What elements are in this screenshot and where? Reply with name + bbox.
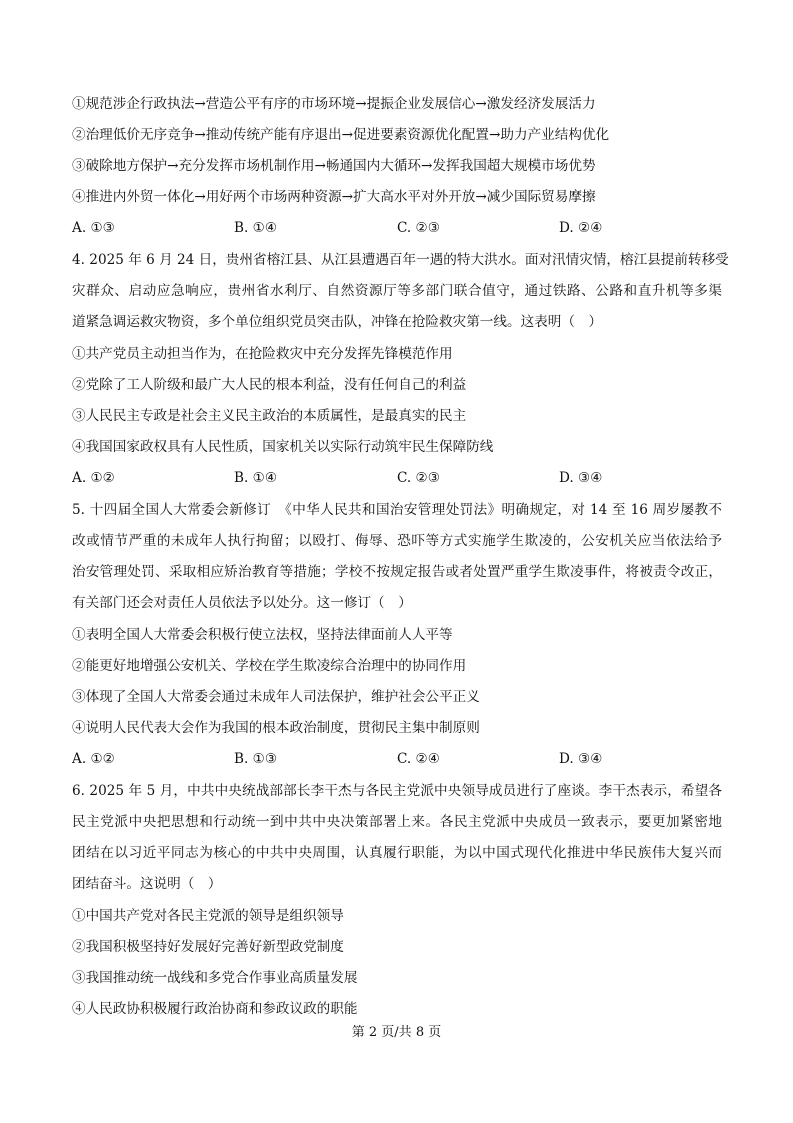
q4-option-3: ③人民民主专政是社会主义民主政治的本质属性，是最真实的民主 <box>72 408 467 424</box>
q4-stem-line-2: 灾群众、启动应急响应，贵州省水利厅、自然资源厅等多部门联合值守，通过铁路、公路和直升机等多渠 <box>72 283 722 299</box>
q5-stem-line-1: 5. 十四届全国人大常委会新修订 《中华人民共和国治安管理处罚法》明确规定，对 14 至 16 周岁屡教不 <box>72 502 722 518</box>
q4-stem-line-1: 4. 2025 年 6 月 24 日，贵州省榕江县、从江县遭遇百年一遇的特大洪水。面对汛情灾情，榕江县提前转移受 <box>72 252 729 268</box>
q5-choice-a: A. ①② <box>72 751 115 767</box>
q5-option-3: ③体现了全国人大常委会通过未成年人司法保护，维护社会公平正义 <box>72 689 480 705</box>
q3-choice-d: D. ②④ <box>559 220 603 236</box>
q5-choice-d: D. ③④ <box>559 751 603 767</box>
q6-stem-line-3: 团结在以习近平同志为核心的中共中央周围，认真履行职能，为以中国式现代化推进中华民族伟大复兴而 <box>72 845 722 861</box>
q5-choices <box>72 749 722 769</box>
q5-choice-c: C. ②④ <box>397 751 440 767</box>
q6-option-1: ①中国共产党对各民主党派的领导是组织领导 <box>72 908 344 924</box>
q3-choice-a: A. ①③ <box>72 220 115 236</box>
q4-choice-b: B. ①④ <box>234 470 278 486</box>
q4-option-1: ①共产党员主动担当作为，在抢险救灾中充分发挥先锋模范作用 <box>72 346 453 362</box>
q3-option-2: ②治理低价无序竞争→推动传统产能有序退出→促进要素资源优化配置→助力产业结构优化 <box>72 127 610 143</box>
q6-stem-line-2: 民主党派中央把思想和行动统一到中共中央决策部署上来。各民主党派中央成员一致表示，要更加紧密地 <box>72 814 722 830</box>
q4-choice-d: D. ③④ <box>559 470 603 486</box>
q6-option-2: ②我国积极坚持好发展好完善好新型政党制度 <box>72 939 344 955</box>
q3-choices <box>72 218 722 238</box>
q4-choice-a: A. ①② <box>72 470 115 486</box>
q5-option-1: ①表明全国人大常委会积极行使立法权，坚持法律面前人人平等 <box>72 627 453 643</box>
q3-choice-b: B. ①④ <box>234 220 278 236</box>
q4-option-2: ②党除了工人阶级和最广大人民的根本利益，没有任何自己的利益 <box>72 377 467 393</box>
page-number-footer: 第 2 页/共 8 页 <box>351 1025 442 1040</box>
q4-stem-line-3: 道紧急调运救灾物资，多个单位组织党员突击队，冲锋在抢险救灾第一线。这表明（ ） <box>72 314 603 330</box>
q3-choice-c: C. ②③ <box>397 220 440 236</box>
q6-stem-line-1: 6. 2025 年 5 月，中共中央统战部部长李干杰与各民主党派中央领导成员进行了座谈。李干杰表示，希望各 <box>72 783 722 799</box>
q4-option-4: ④我国国家政权具有人民性质，国家机关以实际行动筑牢民生保障防线 <box>72 439 494 455</box>
q6-option-4: ④人民政协积极履行政治协商和参政议政的职能 <box>72 1001 358 1017</box>
q5-option-2: ②能更好地增强公安机关、学校在学生欺凌综合治理中的协同作用 <box>72 658 467 674</box>
q6-stem-line-4: 团结奋斗。这说明（ ） <box>72 876 222 892</box>
q3-option-3: ③破除地方保护→充分发挥市场机制作用→畅通国内大循环→发挥我国超大规模市场优势 <box>72 158 596 174</box>
q5-choice-b: B. ①③ <box>234 751 278 767</box>
q4-choice-c: C. ②③ <box>397 470 440 486</box>
q5-stem-line-3: 治安管理处罚、采取相应矫治教育等措施；学校不按规定报告或者处置严重学生欺凌事件，将被责令改正， <box>72 564 722 580</box>
q5-stem-line-2: 改或情节严重的未成年人执行拘留；以殴打、侮辱、恐吓等方式实施学生欺凌的，公安机关应当依法给予 <box>72 533 722 549</box>
q6-option-3: ③我国推动统一战线和多党合作事业高质量发展 <box>72 970 358 986</box>
q3-option-4: ④推进内外贸一体化→用好两个市场两种资源→扩大高水平对外开放→减少国际贸易摩擦 <box>72 189 596 205</box>
q4-choices <box>72 468 722 488</box>
q5-stem-line-4: 有关部门还会对责任人员依法予以处分。这一修订（ ） <box>72 595 412 611</box>
q5-option-4: ④说明人民代表大会作为我国的根本政治制度，贯彻民主集中制原则 <box>72 720 480 736</box>
q3-option-1: ①规范涉企行政执法→营造公平有序的市场环境→提振企业发展信心→激发经济发展活力 <box>72 96 596 112</box>
